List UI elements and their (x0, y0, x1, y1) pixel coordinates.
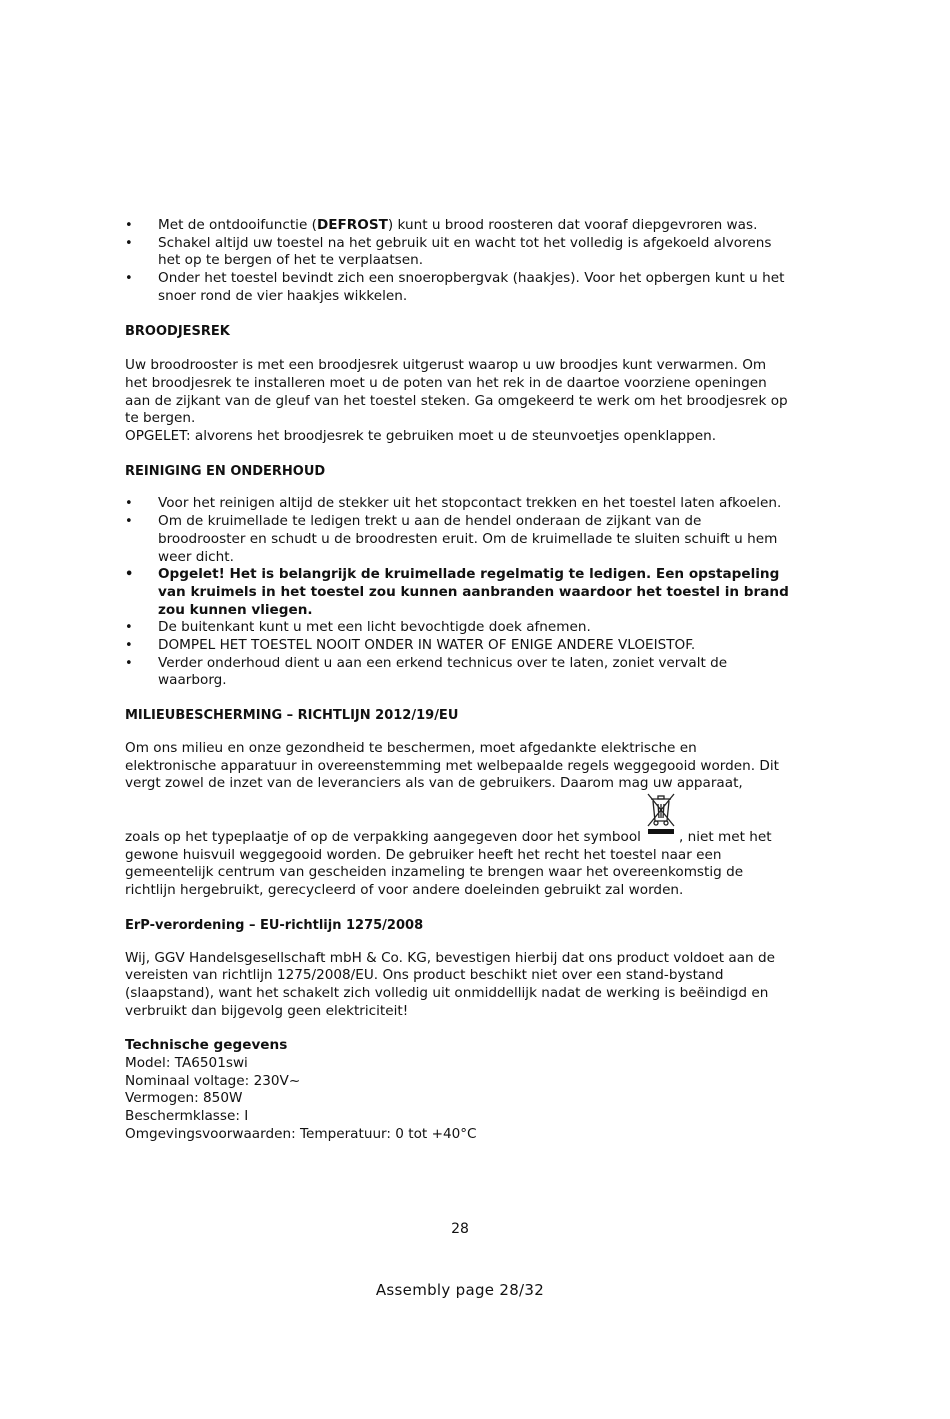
tech-line-power: Vermogen: 850W (125, 1090, 243, 1107)
list-item: • Onder het toestel bevindt zich een snoeropbergvak (haakjes). Voor het opbergen kunt u het snoer rond de vier haakjes wikkelen. (125, 270, 790, 305)
list-item: • Voor het reinigen altijd de stekker uit het stopcontact trekken en het toestel laten afkoelen. (125, 495, 790, 513)
reiniging-bullet-list (125, 495, 790, 690)
tech-line-model: Model: TA6501swi (125, 1055, 248, 1072)
milieu-body-2 (125, 811, 790, 900)
list-item: • De buitenkant kunt u met een licht bevochtigde doek afnemen. (125, 619, 790, 637)
list-item: • Om de kruimellade te ledigen trekt u aan de hendel onderaan de zijkant van de broodrooster en schudt u de broodresten eruit. Om de kruimellade te sluiten schuift u hem weer dicht. (125, 513, 790, 566)
intro-bullet-list (125, 217, 790, 306)
page-content (125, 217, 790, 1144)
page-number: 28 (451, 1221, 469, 1237)
list-item-warning: • Opgelet! Het is belangrijk de kruimellade regelmatig te ledigen. Een opstapeling van kruimels in het toestel zou kunnen aanbranden waardoor het toestel in brand zou kunnen vliegen. (125, 566, 790, 619)
bullet-text: Met de ontdooifunctie ( (158, 217, 317, 233)
section-heading-milieu: MILIEUBESCHERMING – RICHTLIJN 2012/19/EU (125, 708, 459, 724)
broodjesrek-note: OPGELET: alvorens het broodjesrek te gebruiken moet u de steunvoetjes openklappen. (125, 428, 717, 445)
list-item: • DOMPEL HET TOESTEL NOOIT ONDER IN WATER OF ENIGE ANDERE VLOEISTOF. (125, 637, 790, 655)
list-item: • Schakel altijd uw toestel na het gebruik uit en wacht tot het volledig is afgekoeld alvorens het op te bergen of het te verplaatsen. (125, 235, 790, 270)
broodjesrek-body: Uw broodrooster is met een broodjesrek uitgerust waarop u uw broodjes kunt verwarmen. Om het broodjesrek te installeren moet u de poten van het rek in de daartoe voorziene openingen aan de zijkant van de gleuf van het toestel steken. Ga omgekeerd te werk om het broodjesrek op te bergen. (125, 357, 788, 427)
section-heading-reiniging: REINIGING EN ONDERHOUD (125, 463, 326, 479)
list-item: • Verder onderhoud dient u aan een erkend technicus over te laten, zoniet vervalt de waarborg. (125, 655, 790, 690)
bullet-text: ) kunt u brood roosteren dat vooraf diepgevroren was. (387, 217, 758, 233)
milieu-body-1: Om ons milieu en onze gezondheid te beschermen, moet afgedankte elektrische en elektronische apparatuur in overeenstemming met welbepaalde regels weggegooid worden. Dit vergt zowel de inzet van de leveranciers als van de gebruikers. Daarom mag uw apparaat, (125, 739, 779, 792)
erp-body: Wij, GGV Handelsgesellschaft mbH & Co. KG, bevestigen hierbij dat ons product voldoet aan de vereisten van richtlijn 1275/2008/EU. Ons product beschikt niet over een stand-bystand (slaapstand), want het schakelt zich volledig uit onmiddellijk nadat de werking is beëindigd en verbruikt dan bijgevolg geen elektriciteit! (125, 949, 775, 1019)
crossed-bin-icon (645, 811, 677, 845)
bullet-defrost (125, 217, 790, 235)
tech-line-voltage: Nominaal voltage: 230V~ (125, 1072, 301, 1089)
section-heading-broodjesrek: BROODJESREK (125, 323, 230, 339)
assembly-page-label: Assembly page 28/32 (375, 1281, 545, 1299)
tech-line-conditions: Omgevingsvoorwaarden: Temperatuur: 0 tot +40°C (125, 1125, 477, 1142)
defrost-label: DEFROST (316, 217, 388, 233)
section-heading-tech: Technische gegevens (125, 1037, 288, 1054)
section-heading-erp: ErP-verordening – EU-richtlijn 1275/2008 (125, 917, 424, 933)
milieu-text: , niet met het gewone huisvuil weggegooid worden. De gebruiker heeft het recht het toestel naar een gemeentelijk centrum van gescheiden inzameling te brengen waar het overeenkomstig de richtlijn hergebruikt, gerecycleerd of voor andere doeleinden gebruikt zal worden. (125, 828, 772, 899)
tech-line-class: Beschermklasse: I (125, 1108, 249, 1125)
milieu-text: zoals op het typeplaatje of op de verpakking aangegeven door het symbool (125, 828, 641, 845)
